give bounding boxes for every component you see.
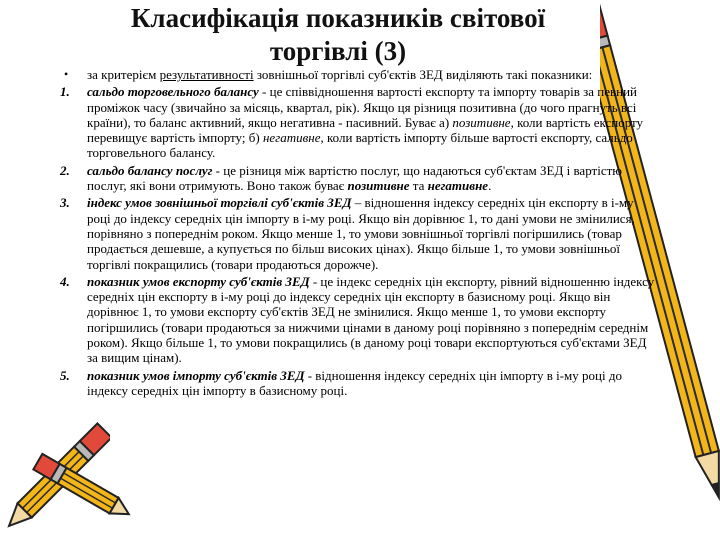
pencil-icon-left-2 [30,440,140,540]
item-term: показник умов імпорту суб'єктів ЗЕД [87,367,305,383]
item-italic: негативне [427,178,489,194]
intro-text-after: зовнішньої торгівлі суб'єктів ЗЕД виділяють такі показники: [253,67,593,82]
item-text: та [409,178,428,194]
intro-underlined: результативності [159,67,254,82]
item-term: сальдо балансу послуг [87,162,213,178]
item-text: - це співвідношення вартості експорту та імпорту товарів за певний проміжок часу (звичайно за місяць, квартал, рік). Якщо ця різниця позитивна (до чого прагнуть всі країни), то баланс активний, якщо негативна - пасивний. Буває а) [87,84,637,130]
item-number: 3. [60,195,70,211]
content-list [60,67,660,400]
item-number: 1. [60,84,70,100]
intro-text-before: за критерієм [87,67,160,82]
item-term: показник умов експорту суб'єктів ЗЕД [87,273,310,289]
item-italic: позитивне [452,114,511,130]
list-item-4 [60,274,660,366]
item-italic: позитивне [347,178,410,194]
list-item-2 [60,163,660,194]
item-italic: негативне [262,130,321,146]
item-number: 5. [60,367,70,383]
item-text: , коли вартість експорту перевищує вартість імпорту; б) [87,114,644,146]
item-text: - це різниця між вартістю послуг, що надаються суб'єктам ЗЕД і вартістю послуг, які вони отримують. Воно також буває [87,162,622,194]
item-text: . [488,178,492,194]
item-term: індекс умов зовнішньої торгівлі суб'єктів ЗЕД [87,195,352,211]
item-number: 4. [60,273,70,289]
item-text: - це індекс середніх цін експорту, рівний відношенню індексу середніх цін експорту в і-му році до індексу середніх цін експорту в базисному році. Якщо він дорівнює 1, то умови експорту суб'єктів ЗЕД не змінилися. Якщо менше 1, то умови експорту погіршились (товари продаються за нижчими цінами в даному році порівняно з попереднім середнім роком). Якщо більше 1, то умови покращились (в даному році товари експортуються суб'єктами ЗЕД за вищим цінам). [87,273,655,366]
item-text: , коли вартість імпорту більше вартості експорту, сальдо торговельного балансу. [87,130,633,161]
list-item-1 [60,84,660,160]
item-text: - відношення індексу середніх цін імпорту в і-му році до індексу середніх цін імпорту в базисному році. [87,367,622,398]
item-number: 2. [60,162,70,178]
bullet-marker: • [64,67,69,81]
slide-title: Класифікація показників світової торгівлі (3) [130,3,546,66]
list-item-3 [60,195,660,271]
intro-item [60,67,660,82]
list-item-5 [60,368,660,399]
item-term: сальдо торговельного балансу [87,84,259,100]
item-text: – відношення індексу середніх цін експорту в і-му році до індексу середніх цін імпорту в і-му році. Якщо він дорівнює 1, то дані умови не змінилися, порівняно з попереднім роком. Якщо менше 1, то умови зовнішньої торгівлі погіршились (товар продається дешевше, а купується по більш високих цінах). Якщо більше 1, то умови зовнішньої торгівлі покращились (товари продаються дорожче). [87,195,635,272]
